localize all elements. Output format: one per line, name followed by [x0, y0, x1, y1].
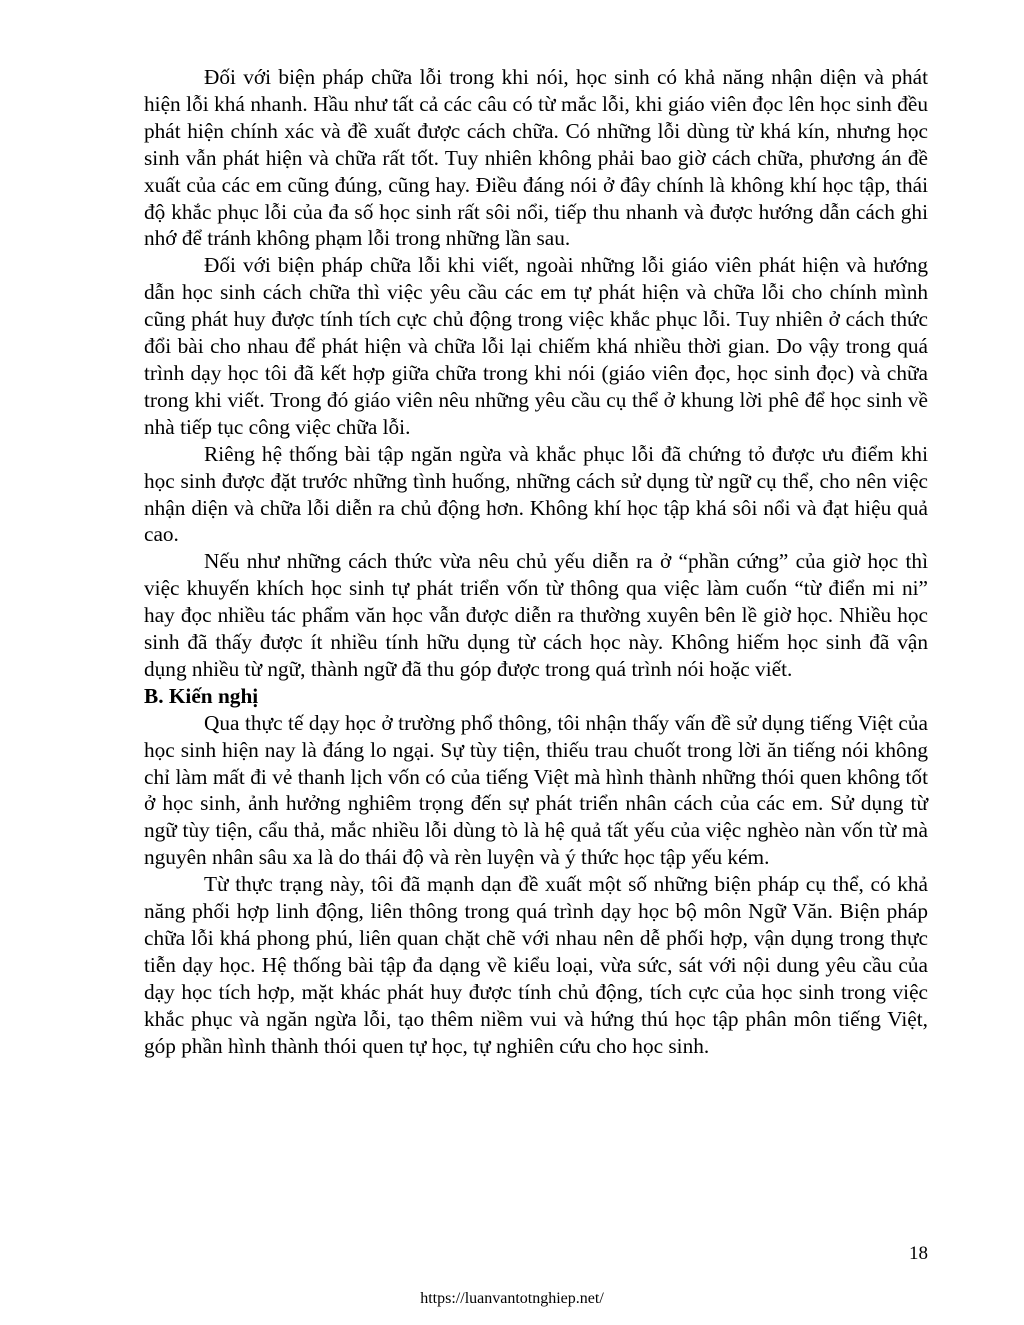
paragraph-exercise-system: Riêng hệ thống bài tập ngăn ngừa và khắc phục lỗi đã chứng tỏ được ưu điểm khi học sinh được đặt trước những tình huống, những cách sử dụng từ ngữ cụ thể, cho nên việc nhận diện và chữa lỗi diễn ra chủ động hơn. Không khí học tập khá sôi nổi và đạt hiệu quả cao.	[144, 441, 928, 547]
paragraph-recommendation-proposal: Từ thực trạng này, tôi đã mạnh dạn đề xuất một số những biện pháp cụ thể, có khả năng phối hợp linh động, liên thông trong quá trình dạy học bộ môn Ngữ Văn. Biện pháp chữa lỗi khá phong phú, liên quan chặt chẽ với nhau nên dễ phối hợp, vận dụng trong thực tiễn dạy học. Hệ thống bài tập đa dạng về kiểu loại, vừa sức, sát với nội dung yêu cầu của dạy học tích hợp, mặt khác phát huy được tính chủ động, tích cực của học sinh trong việc khắc phục và ngăn ngừa lỗi, tạo thêm niềm vui và hứng thú học tập phân môn tiếng Việt, góp phần hình thành thói quen tự học, tự nghiên cứu cho học sinh.	[144, 872, 928, 1058]
paragraph-written-correction: Đối với biện pháp chữa lỗi khi viết, ngoài những lỗi giáo viên phát hiện và hướng dẫn học sinh cách chữa thì việc yêu cầu các em tự phát hiện và chữa lỗi cho chính mình cũng phát huy được tính tích cực chủ động trong việc khắc phục lỗi. Tuy nhiên ở cách thức đổi bài cho nhau để phát hiện và chữa lỗi lại chiếm khá nhiều thời gian. Do vậy trong quá trình dạy học tôi đã kết hợp giữa chữa trong khi nói (giáo viên đọc, học sinh đọc) và chữa trong khi viết. Trong đó giáo viên nêu những yêu cầu cụ thể ở khung lời phê để học sinh về nhà tiếp tục công việc chữa lỗi.	[144, 253, 928, 439]
paragraph-recommendation-context: Qua thực tế dạy học ở trường phổ thông, tôi nhận thấy vấn đề sử dụng tiếng Việt của học sinh hiện nay là đáng lo ngại. Sự tùy tiện, thiếu trau chuốt trong lời ăn tiếng nói không chỉ làm mất đi vẻ thanh lịch vốn có của tiếng Việt mà hình thành những thói quen không tốt ở học sinh, ảnh hưởng nghiêm trọng đến sự phát triển nhân cách của các em. Sử dụng từ ngữ tùy tiện, cẩu thả, mắc nhiều lỗi dùng tò là hệ quả tất yếu của việc nghèo nàn vốn từ mà nguyên nhân sâu xa là do thái độ và rèn luyện và ý thức học tập yếu kém.	[144, 710, 928, 870]
paragraph-vocabulary-development: Nếu như những cách thức vừa nêu chủ yếu diễn ra ở “phần cứng” của giờ học thì việc khuyến khích học sinh tự phát triển vốn từ thông qua việc làm cuốn “từ điển mi ni” hay đọc nhiều tác phẩm văn học vẫn được diễn ra thường xuyên bên lề giờ học. Nhiều học sinh đã thấy được ít nhiều tính hữu dụng từ cách học này. Không hiếm học sinh đã vận dụng nhiều từ ngữ, thành ngữ đã thu góp được trong quá trình nói hoặc viết.	[144, 549, 928, 681]
document-body	[144, 64, 928, 1060]
paragraph-oral-correction: Đối với biện pháp chữa lỗi trong khi nói, học sinh có khả năng nhận diện và phát hiện lỗi khá nhanh. Hầu như tất cả các câu có từ mắc lỗi, khi giáo viên đọc lên học sinh đều phát hiện chính xác và đề xuất được cách chữa. Có những lỗi dùng từ khá kín, nhưng học sinh vẫn phát hiện và chữa rất tốt. Tuy nhiên không phải bao giờ cách chữa, phương án đề xuất của các em cũng đúng, cũng hay. Điều đáng nói ở đây chính là không khí học tập, thái độ khắc phục lỗi của đa số học sinh rất sôi nổi, tiếp thu nhanh và được hướng dẫn cách ghi nhớ để tránh không phạm lỗi trong những lần sau.	[144, 65, 928, 251]
page-number: 18	[909, 1243, 928, 1264]
section-heading: B. Kiến nghị	[144, 683, 259, 708]
footer-url-link[interactable]: https://luanvantotnghiep.net/	[420, 1290, 604, 1307]
